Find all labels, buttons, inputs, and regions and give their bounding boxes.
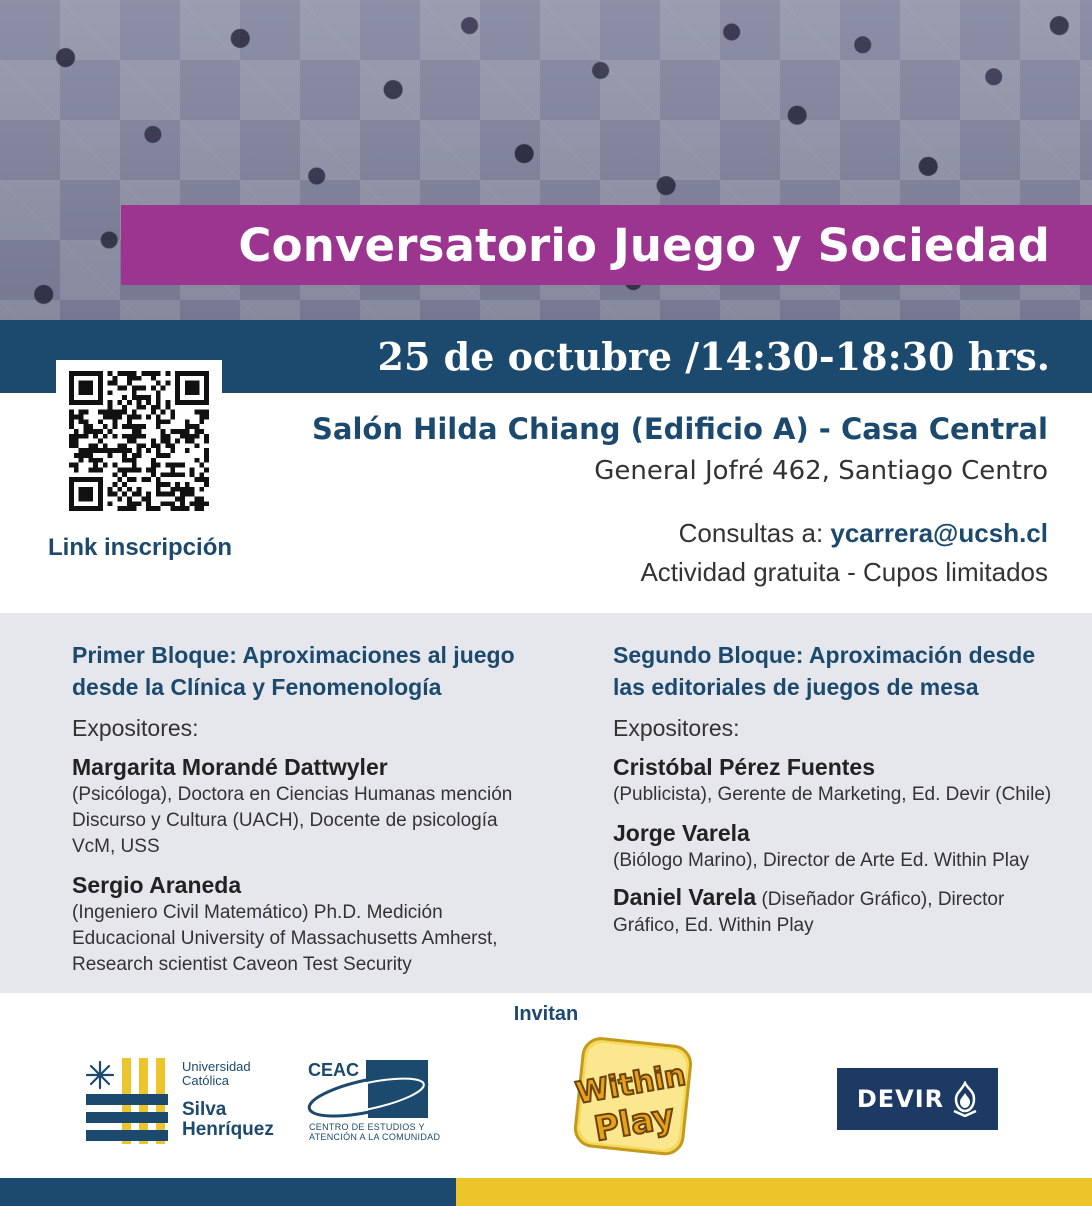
ucsh-logo-text	[182, 1060, 274, 1140]
footer-bar-yellow	[456, 1178, 1092, 1206]
ceac-logo-icon	[306, 1058, 430, 1120]
ceac-subtitle	[309, 1122, 440, 1142]
program-section	[0, 613, 1092, 993]
play-word: Play	[591, 1096, 678, 1150]
speaker	[613, 752, 1053, 808]
block-2-title: Segundo Bloque: Aproximación desde las editoriales de juegos de mesa	[613, 642, 1036, 700]
ceac-sub1: CENTRO DE ESTUDIOS Y	[309, 1122, 425, 1132]
devir-logo	[837, 1068, 998, 1130]
ceac-name: CEAC	[308, 1060, 360, 1080]
block-1-expositores-label: Expositores:	[72, 715, 199, 741]
speaker-name: Daniel Varela	[613, 884, 757, 910]
contact-line	[640, 518, 1048, 549]
ucsh-line3: Silva	[182, 1099, 227, 1120]
speaker-description: (Psicóloga), Doctora en Ciencias Humanas mención Discurso y Cultura (UACH), Docente de psicología VcM, USS	[72, 784, 513, 857]
block-1	[72, 639, 542, 988]
block-1-title: Primer Bloque: Aproximaciones al juego desde la Clínica y Fenomenología	[72, 642, 515, 700]
devir-name: DEVIR	[856, 1085, 945, 1113]
speaker	[72, 752, 542, 860]
within-play-logo-icon	[565, 1036, 697, 1160]
ceac-sub2: ATENCIÓN A LA COMUNIDAD	[309, 1132, 441, 1142]
ucsh-logo	[86, 1058, 296, 1144]
speaker	[72, 870, 542, 978]
ucsh-line1: Universidad	[182, 1059, 251, 1074]
venue-address: General Jofré 462, Santiago Centro	[594, 456, 1048, 486]
speaker-name: Jorge Varela	[613, 820, 750, 846]
within-play-logo	[565, 1036, 697, 1160]
speaker-description: (Publicista), Gerente de Marketing, Ed. Devir (Chile)	[613, 784, 1052, 805]
ceac-logo	[306, 1058, 441, 1148]
contact-prefix: Consultas a:	[678, 518, 831, 548]
event-title: Conversatorio Juego y Sociedad	[238, 218, 1050, 272]
registration-link-label[interactable]: Link inscripción	[47, 534, 233, 561]
footer-bar-blue	[0, 1178, 456, 1206]
speaker-name: Margarita Morandé Dattwyler	[72, 754, 388, 780]
event-date-time: 25 de octubre /14:30-18:30 hrs.	[377, 334, 1050, 379]
free-activity-note: Actividad gratuita - Cupos limitados	[640, 557, 1048, 587]
devir-flame-icon	[952, 1081, 978, 1117]
speaker	[613, 884, 1053, 939]
block-2	[613, 639, 1053, 949]
qr-code-icon	[67, 371, 211, 511]
contact-email-link[interactable]: ycarrera@ucsh.cl	[830, 518, 1048, 548]
speaker-name: Sergio Araneda	[72, 872, 242, 898]
invitan-label: Invitan	[513, 1003, 579, 1025]
ucsh-line2: Católica	[182, 1073, 229, 1088]
ucsh-line4: Henríquez	[182, 1119, 274, 1140]
contact-info	[640, 518, 1048, 588]
speaker-description: (Ingeniero Civil Matemático) Ph.D. Medición Educacional University of Massachusetts Amherst, Research scientist Caveon Test Security	[72, 902, 498, 975]
venue-info	[312, 412, 1048, 486]
speaker-description: (Biólogo Marino), Director de Arte Ed. Within Play	[613, 850, 1030, 871]
speaker	[613, 818, 1053, 874]
title-banner	[121, 205, 1092, 285]
ucsh-logo-icon	[86, 1058, 176, 1144]
within-word: Within	[573, 1057, 689, 1112]
speaker-description: (Diseñador Gráfico), Director Gráfico, Ed. Within Play	[613, 889, 1005, 936]
qr-code[interactable]	[56, 360, 222, 522]
venue-name: Salón Hilda Chiang (Edificio A) - Casa Central	[312, 412, 1048, 446]
speaker-name: Cristóbal Pérez Fuentes	[613, 754, 876, 780]
speaker-inline	[613, 884, 1053, 939]
block-2-expositores-label: Expositores:	[613, 715, 740, 741]
